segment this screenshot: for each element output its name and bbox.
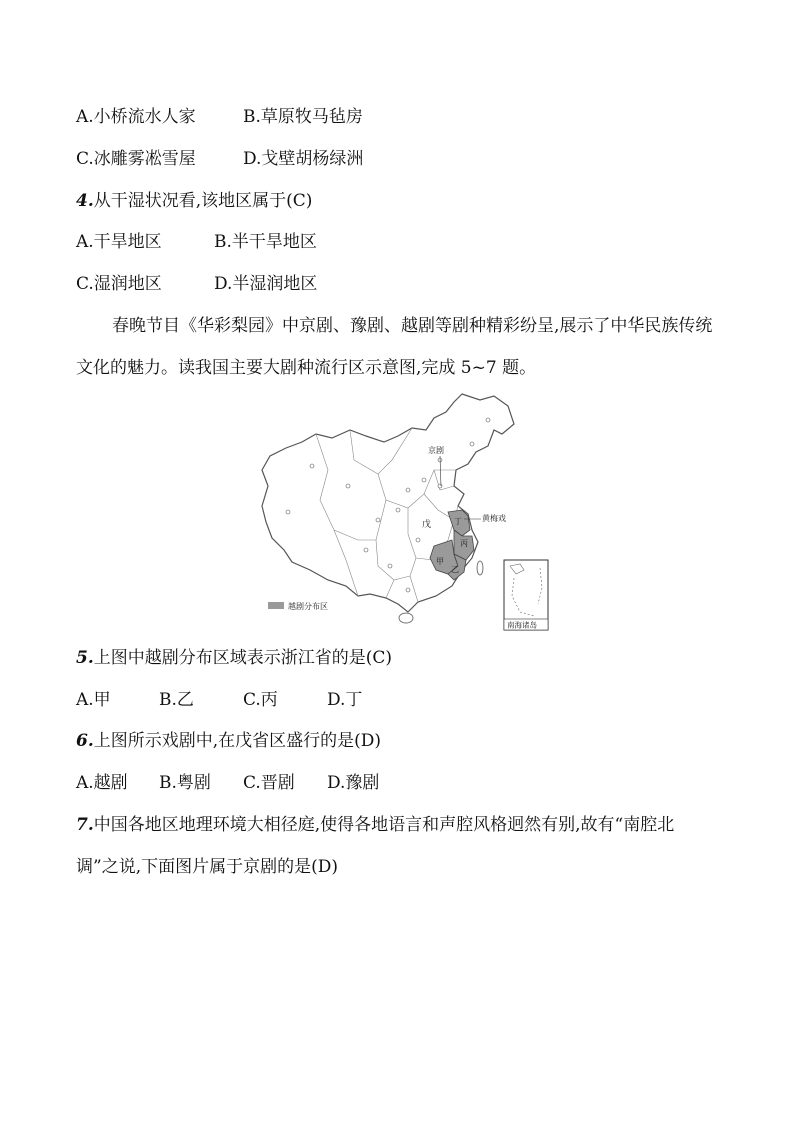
q3-option-c: C.冰雕雾凇雪屋 <box>76 149 196 169</box>
label-bing: 丙 <box>460 539 468 548</box>
q5-text: 上图中越剧分布区域表示浙江省的是(C) <box>93 648 393 668</box>
q3-option-a: A.小桥流水人家 <box>76 107 196 127</box>
hainan-island <box>399 613 413 623</box>
q7-stem-line-2 <box>76 856 338 878</box>
q5-option-a: A.甲 <box>76 690 111 710</box>
label-huangmeixi: 黄梅戏 <box>482 514 506 523</box>
taiwan-island <box>477 561 483 575</box>
q5-stem <box>76 647 392 669</box>
label-yi: 乙 <box>451 565 459 574</box>
q7-text-1: 中国各地区地理环境大相径庭,使得各地语言和声腔风格迥然有别,故有“南腔北 <box>93 815 675 835</box>
q7-stem-line-1 <box>76 814 674 836</box>
q4-option-a: A.干旱地区 <box>76 232 162 252</box>
q4-stem <box>76 190 312 212</box>
q5-option-d: D.丁 <box>327 690 363 710</box>
q5-option-b: B.乙 <box>159 690 194 710</box>
q6-option-c: C.晋剧 <box>243 773 295 793</box>
q6-text: 上图所示戏剧中,在戊省区盛行的是(D) <box>93 731 382 751</box>
q6-number: 6. <box>76 731 94 751</box>
q6-option-d: D.豫剧 <box>327 773 380 793</box>
q5-number: 5. <box>76 648 94 668</box>
q4-option-b: B.半干旱地区 <box>214 232 317 252</box>
legend-label: 越剧分布区 <box>288 602 328 611</box>
inset-south-china-sea <box>504 560 548 630</box>
q3-option-b: B.草原牧马毡房 <box>243 107 363 127</box>
q4-text: 从干湿状况看,该地区属于(C) <box>93 191 313 211</box>
legend-swatch <box>268 602 284 609</box>
label-wu: 戊 <box>422 520 432 530</box>
q7-number: 7. <box>76 815 94 835</box>
q4-option-d: D.半湿润地区 <box>214 274 318 294</box>
inset-label: 南海诸岛 <box>507 620 537 630</box>
q6-option-a: A.越剧 <box>76 773 128 793</box>
q4-number: 4. <box>76 191 94 211</box>
q6-option-b: B.粤剧 <box>159 773 211 793</box>
opera-distribution-map <box>258 390 552 634</box>
label-ding: 丁 <box>454 517 462 526</box>
q3-option-d: D.戈壁胡杨绿洲 <box>243 149 364 169</box>
q4-option-c: C.湿润地区 <box>76 274 162 294</box>
passage-paragraph: 春晚节目《华彩梨园》中京剧、豫剧、越剧等剧种精彩纷呈,展示了中华民族传统文化的魅力。读我国主要大剧种流行区示意图,完成 5~7 题。 <box>76 316 713 378</box>
label-jia: 甲 <box>436 557 444 566</box>
q7-text-2: 调”之说,下面图片属于京剧的是(D) <box>76 857 338 877</box>
q6-stem <box>76 730 381 752</box>
q5-option-c: C.丙 <box>243 690 278 710</box>
label-jingju: 京剧 <box>428 446 444 455</box>
china-outline <box>262 394 514 612</box>
